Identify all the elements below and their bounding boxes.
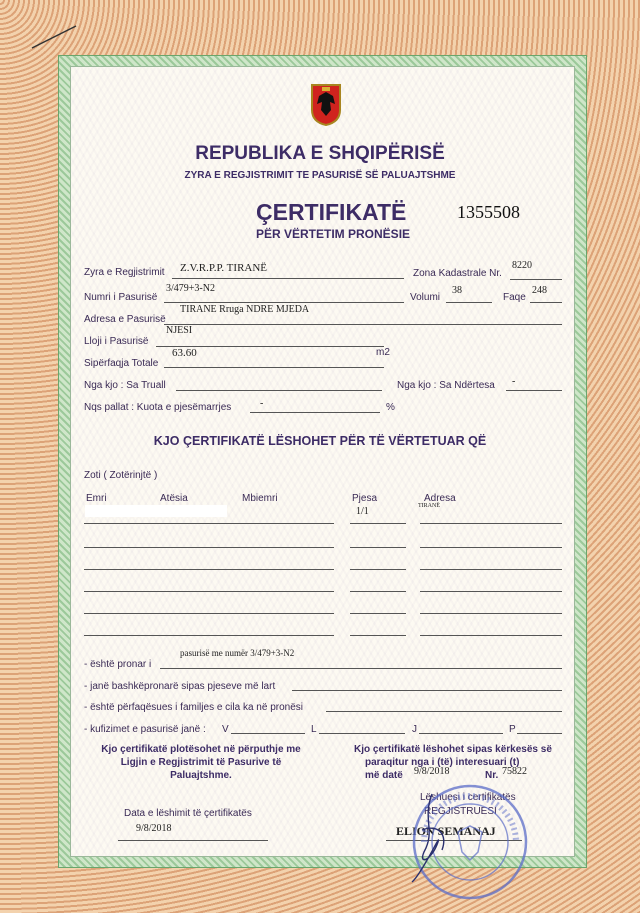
albanian-emblem-icon bbox=[309, 82, 343, 126]
faqe-label: Faqe bbox=[503, 292, 526, 303]
issue-date-label: Data e lëshimit të çertifikatës bbox=[124, 808, 252, 819]
pallat-value: - bbox=[260, 398, 264, 409]
office-title: ZYRA E REGJISTRIMIT TE PASURISË SË PALUAJTSHME bbox=[184, 170, 456, 181]
column-atesia: Atësia bbox=[160, 493, 188, 504]
adresa-label: Adresa e Pasurisë bbox=[84, 314, 166, 325]
ndertesa-label: Nga kjo : Sa Ndërtesa bbox=[397, 380, 495, 391]
zyra-label: Zyra e Regjistrimit bbox=[84, 267, 165, 278]
zyra-line bbox=[172, 278, 404, 279]
owner-row-line bbox=[420, 591, 562, 592]
zona-label: Zona Kadastrale Nr. bbox=[413, 268, 502, 279]
owner-row-line bbox=[84, 591, 334, 592]
redacted-owner-name bbox=[85, 505, 227, 517]
adresa-line bbox=[164, 324, 562, 325]
owner-row-line bbox=[84, 613, 334, 614]
owner-row-line bbox=[420, 613, 562, 614]
owner-row-line bbox=[84, 523, 334, 524]
familje-label: - është përfaqësues i familjes e cila ka në pronësi bbox=[84, 702, 304, 713]
signature-icon bbox=[392, 790, 472, 885]
owner-row-line bbox=[420, 547, 562, 548]
kufizime-v-label: V bbox=[222, 724, 229, 735]
nr-label: Nr. bbox=[485, 770, 499, 781]
owner-row-line bbox=[84, 569, 334, 570]
owner-row-line bbox=[350, 523, 406, 524]
pallat-line bbox=[250, 412, 380, 413]
registrar-name: ELION SEMANAJ bbox=[396, 824, 496, 838]
numri-line bbox=[164, 302, 404, 303]
owner-row-line bbox=[350, 547, 406, 548]
footer-left-line2: Ligjin e Regjistrimit të Pasurive të bbox=[120, 757, 282, 768]
country-title: REPUBLIKA E SHQIPËRISË bbox=[195, 143, 445, 164]
zona-value: 8220 bbox=[512, 260, 532, 271]
volumi-line bbox=[446, 302, 492, 303]
zona-line bbox=[510, 279, 562, 280]
owner-row-line bbox=[350, 613, 406, 614]
lloji-value: NJESI bbox=[166, 325, 193, 336]
issue-date-line bbox=[118, 840, 268, 841]
nr-value: 75822 bbox=[502, 766, 527, 777]
ndertesa-line bbox=[506, 390, 562, 391]
footer-left-line1: Kjo çertifikatë plotësohet në përputhje me bbox=[101, 744, 301, 755]
pronar-line bbox=[160, 668, 562, 669]
siperfaqja-line bbox=[164, 367, 384, 368]
numri-value: 3/479+3-N2 bbox=[166, 283, 215, 294]
pronar-label: - është pronar i bbox=[84, 659, 152, 670]
owner-row-line bbox=[350, 591, 406, 592]
ndertesa-value: - bbox=[512, 376, 516, 387]
pallat-unit: % bbox=[386, 402, 395, 413]
footer-right-line2: paraqitur nga i (të) interesuari (t) bbox=[365, 757, 520, 768]
certificate-number: 1355508 bbox=[457, 202, 520, 222]
kufizime-p-label: P bbox=[509, 724, 516, 735]
pallat-label: Nqs pallat : Kuota e pjesëmarrjes bbox=[84, 402, 232, 413]
siperfaqja-value: 63.60 bbox=[172, 347, 197, 359]
zyra-value: Z.V.R.P.P. TIRANË bbox=[180, 262, 268, 274]
siperfaqja-label: Sipërfaqja Totale bbox=[84, 358, 159, 369]
column-emri: Emri bbox=[86, 493, 107, 504]
kufizime-v-line bbox=[231, 733, 305, 734]
certificate-body bbox=[70, 66, 575, 857]
siperfaqja-unit: m2 bbox=[376, 347, 390, 358]
kufizime-label: - kufizimet e pasurisë janë : bbox=[84, 724, 206, 735]
pronar-value: pasurisë me numër 3/479+3-N2 bbox=[180, 648, 295, 658]
certificate-subtitle: PËR VËRTETIM PRONËSIE bbox=[256, 227, 411, 241]
lloji-label: Lloji i Pasurisë bbox=[84, 336, 149, 347]
volumi-label: Volumi bbox=[410, 292, 441, 303]
certificate-title: ÇERTIFIKATË bbox=[256, 199, 407, 225]
kufizime-l-line bbox=[319, 733, 405, 734]
section-title: KJO ÇERTIFIKATË LËSHOHET PËR TË VËRTETUAR QË bbox=[153, 434, 487, 448]
row1-pjesa: 1/1 bbox=[356, 506, 369, 517]
column-pjesa: Pjesa bbox=[352, 493, 378, 504]
row1-adresa: TIRANË bbox=[418, 503, 440, 509]
owner-row-line bbox=[420, 635, 562, 636]
pen-mark-icon bbox=[30, 22, 80, 52]
owner-row-line bbox=[420, 523, 562, 524]
volumi-value: 38 bbox=[452, 285, 462, 296]
bashkepronare-line bbox=[292, 690, 562, 691]
owner-row-line bbox=[84, 635, 334, 636]
owner-row-line bbox=[350, 635, 406, 636]
official-title-1: Lëshuesi i certifikatës bbox=[420, 792, 516, 803]
issue-date-value: 9/8/2018 bbox=[136, 823, 172, 834]
footer-right-line1: Kjo çertifikatë lëshohet sipas kërkesës së bbox=[354, 744, 552, 755]
date-request-label: më datë bbox=[365, 770, 403, 781]
date-request-value: 9/8/2018 bbox=[414, 766, 450, 777]
owner-row-line bbox=[350, 569, 406, 570]
numri-label: Numri i Pasurisë bbox=[84, 292, 158, 303]
owner-row-line bbox=[84, 547, 334, 548]
bashkepronare-label: - janë bashkëpronarë sipas pjeseve më lart bbox=[84, 681, 276, 692]
zoti-label: Zoti ( Zotërinjtë ) bbox=[84, 470, 158, 481]
truall-line bbox=[176, 390, 382, 391]
footer-left-line3: Paluajtshme. bbox=[170, 770, 232, 781]
truall-label: Nga kjo : Sa Truall bbox=[84, 380, 166, 391]
owner-row-line bbox=[420, 569, 562, 570]
kufizime-j-label: J bbox=[412, 724, 417, 735]
column-mbiemri: Mbiemri bbox=[242, 493, 278, 504]
official-title-2: REGJISTRUESI bbox=[424, 806, 497, 817]
kufizime-p-line bbox=[517, 733, 562, 734]
familje-line bbox=[326, 711, 562, 712]
kufizime-l-label: L bbox=[311, 724, 317, 735]
kufizime-j-line bbox=[419, 733, 503, 734]
faqe-line bbox=[530, 302, 562, 303]
faqe-value: 248 bbox=[532, 285, 547, 296]
column-adresa: Adresa bbox=[424, 493, 456, 504]
adresa-value: TIRANE Rruga NDRE MJEDA bbox=[180, 304, 310, 315]
